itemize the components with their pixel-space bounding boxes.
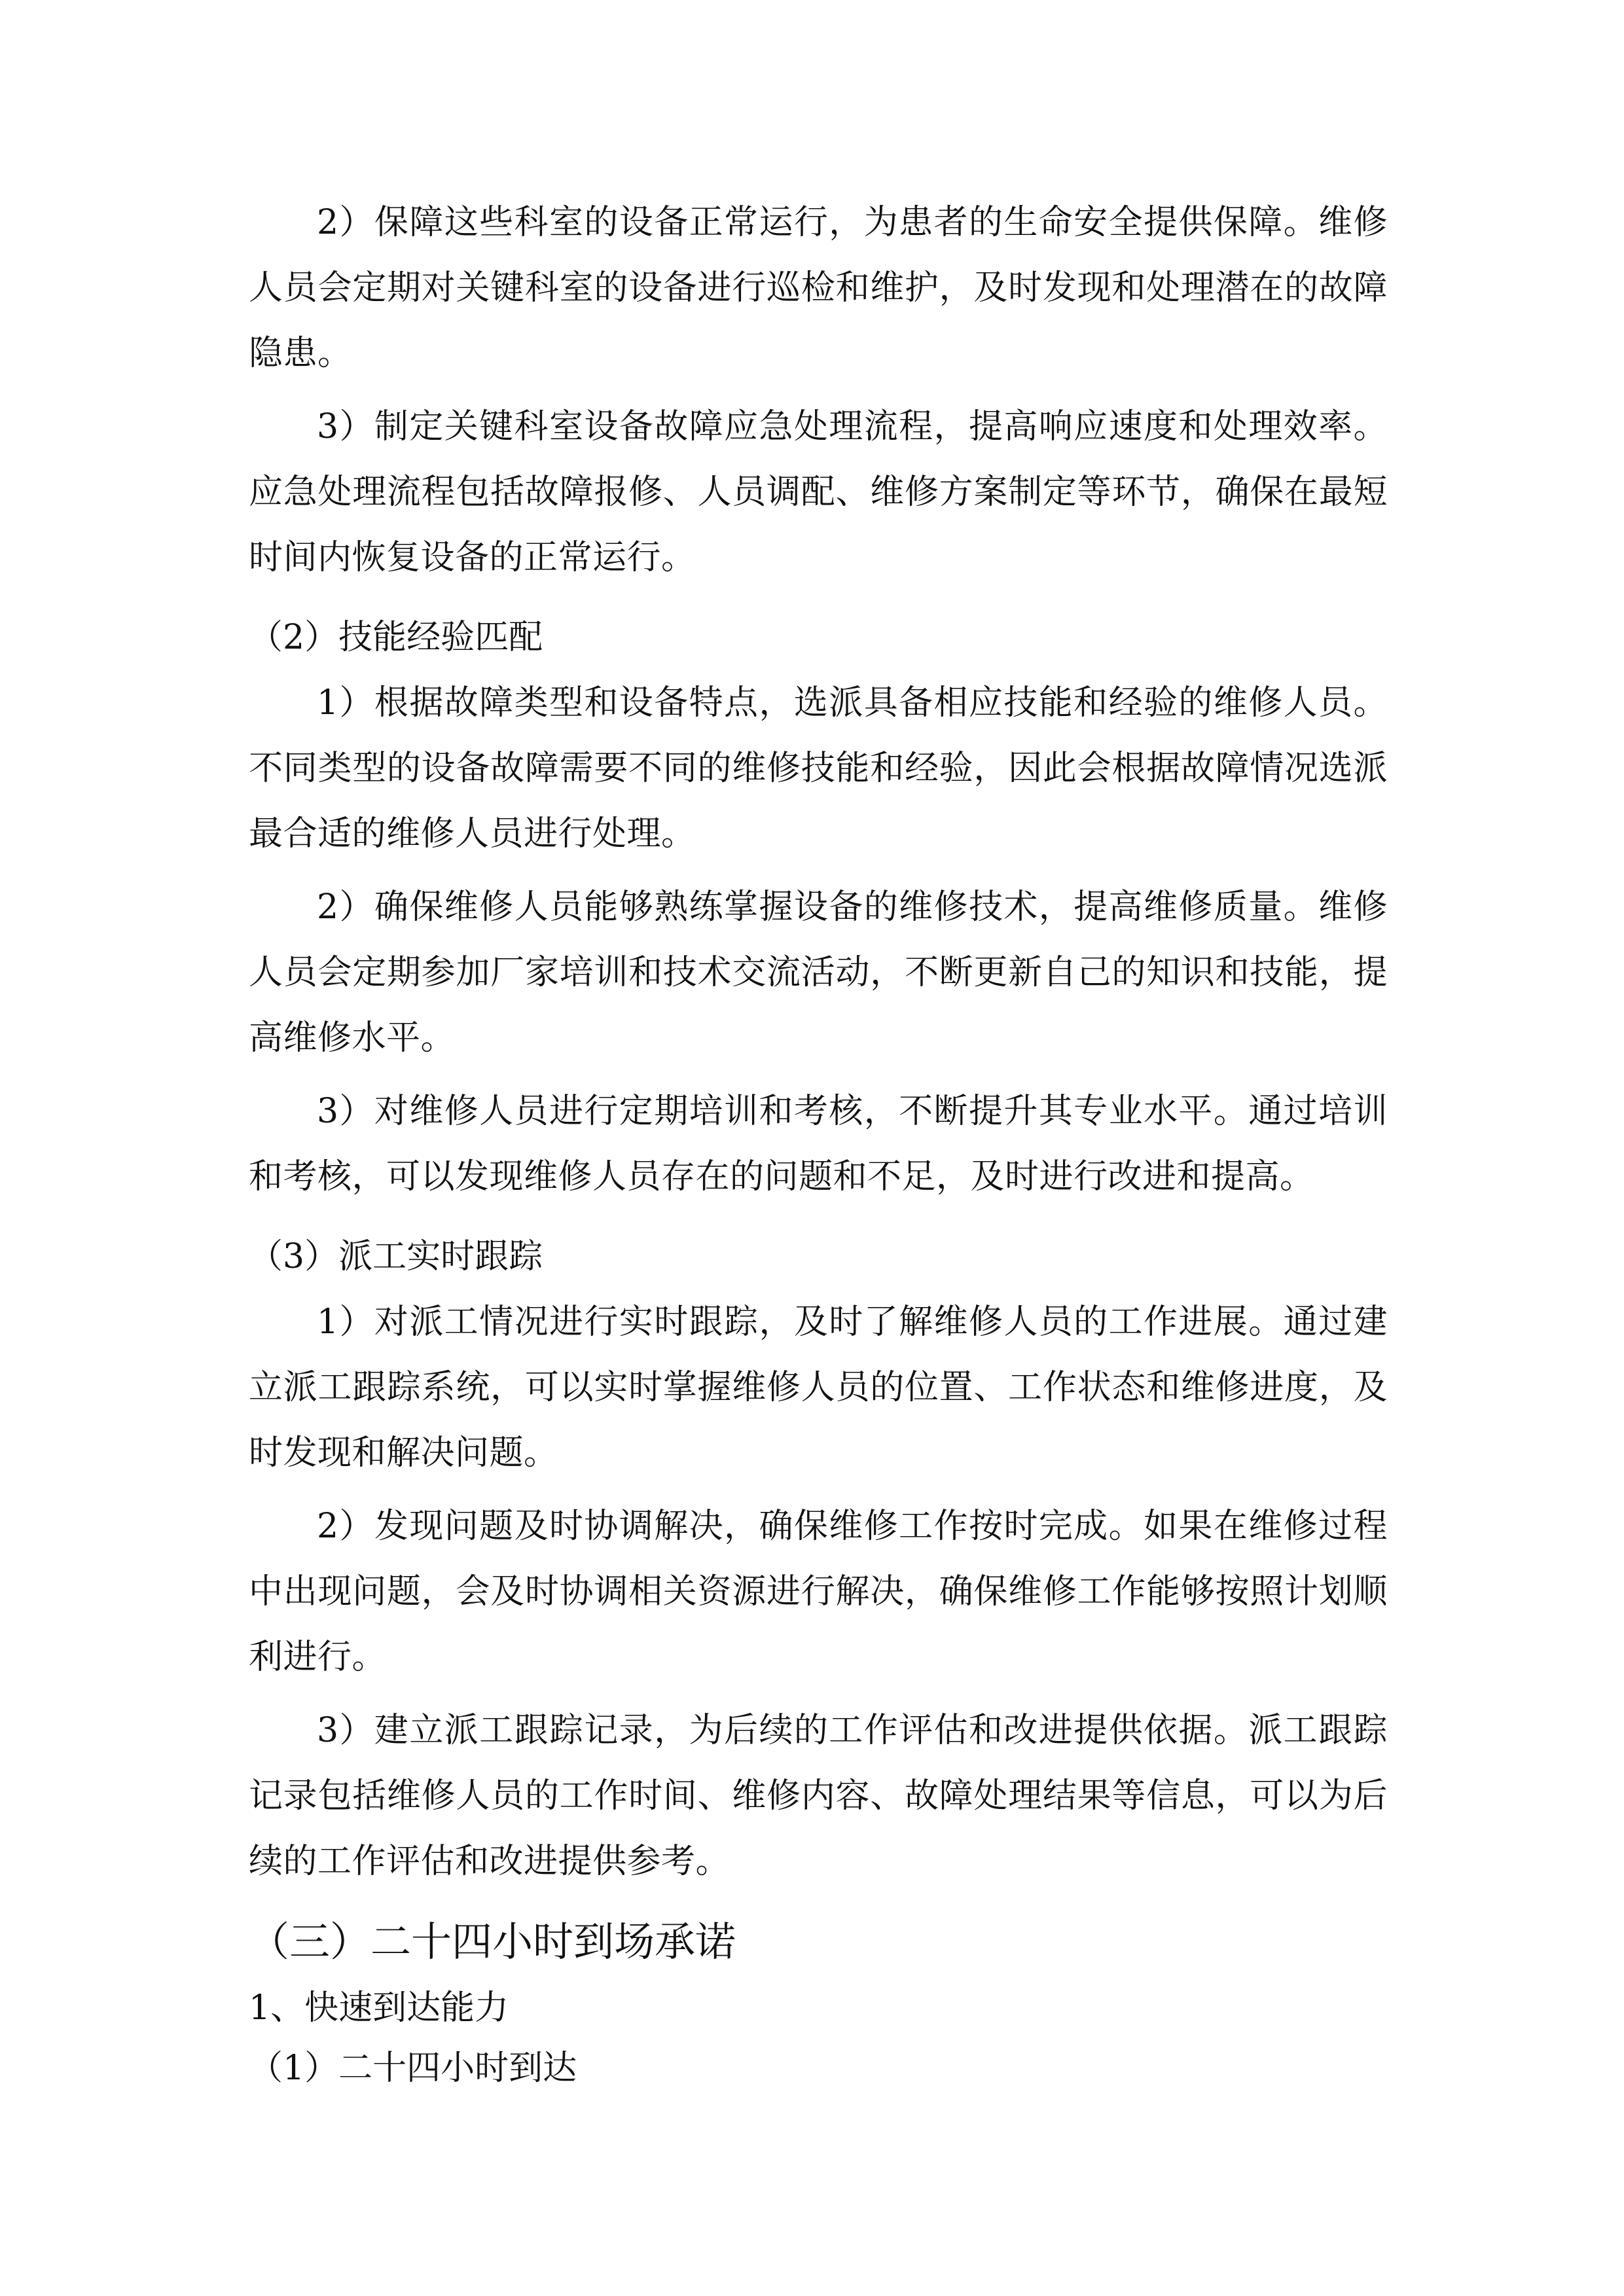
paragraph-master-techniques: 2）确保维修人员能够熟练掌握设备的维修技术，提高维修质量。维修人员会定期参加厂家培训和技术交流活动，不断更新自己的知识和技能，提高维修水平。 <box>249 888 1388 1058</box>
paragraph-key-dept-guarantee: 2）保障这些科室的设备正常运行，为患者的生命安全提供保障。维修人员会定期对关键科室的设备进行巡检和维护，及时发现和处理潜在的故障隐患。 <box>249 203 1388 373</box>
paragraph-training-assessment: 3）对维修人员进行定期培训和考核，不断提升其专业水平。通过培训和考核，可以发现维修人员存在的问题和不足，及时进行改进和提高。 <box>249 1092 1388 1196</box>
subheading-skill-matching: （2）技能经验匹配 <box>249 618 543 657</box>
paragraph-realtime-tracking: 1）对派工情况进行实时跟踪，及时了解维修人员的工作进展。通过建立派工跟踪系统，可以实时掌握维修人员的位置、工作状态和维修进度，及时发现和解决问题。 <box>249 1302 1388 1473</box>
section-heading-24h-commitment: （三）二十四小时到场承诺 <box>249 1918 736 1965</box>
document-body <box>249 190 1388 2098</box>
heading-fast-arrival: 1、快速到达能力 <box>249 1988 509 2028</box>
heading-24h-arrival: （1）二十四小时到达 <box>249 2049 577 2088</box>
paragraph-coordinate-resolve: 2）发现问题及时协调解决，确保维修工作按时完成。如果在维修过程中出现问题，会及时协调相关资源进行解决，确保维修工作能够按照计划顺利进行。 <box>249 1507 1388 1677</box>
paragraph-emergency-process: 3）制定关键科室设备故障应急处理流程，提高响应速度和处理效率。应急处理流程包括故障报修、人员调配、维修方案制定等环节，确保在最短时间内恢复设备的正常运行。 <box>249 407 1388 577</box>
paragraph-assign-by-skill: 1）根据故障类型和设备特点，选派具备相应技能和经验的维修人员。不同类型的设备故障需要不同的维修技能和经验，因此会根据故障情况选派最合适的维修人员进行处理。 <box>249 683 1388 853</box>
subheading-dispatch-tracking: （3）派工实时跟踪 <box>249 1237 543 1276</box>
paragraph-tracking-records: 3）建立派工跟踪记录，为后续的工作评估和改进提供依据。派工跟踪记录包括维修人员的工作时间、维修内容、故障处理结果等信息，可以为后续的工作评估和改进提供参考。 <box>249 1711 1388 1881</box>
